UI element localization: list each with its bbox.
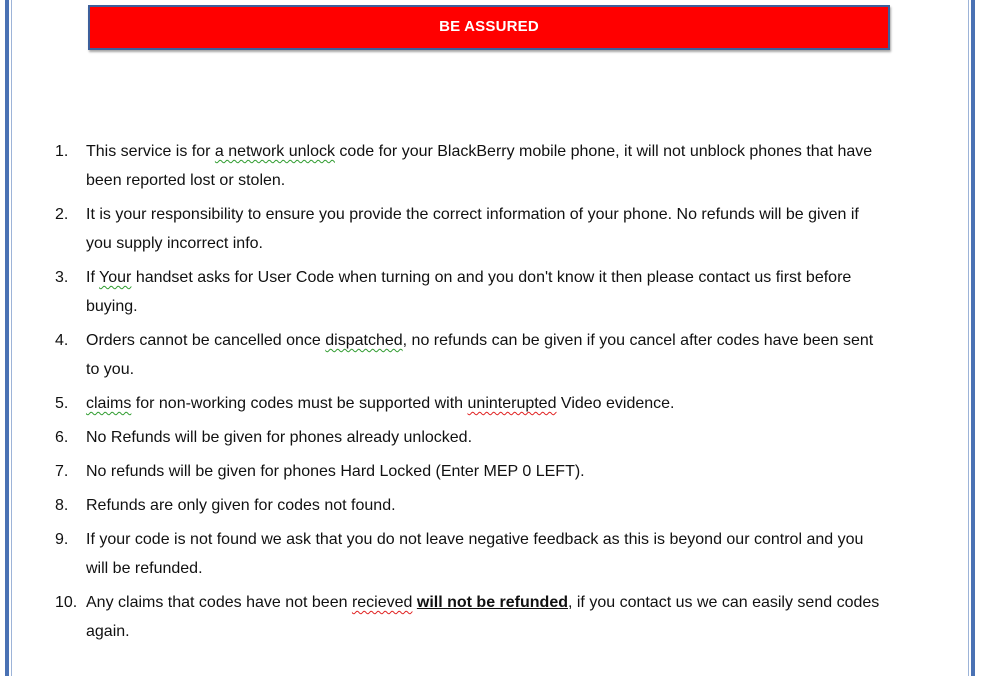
spelling-flagged-text[interactable]: recieved (351, 594, 413, 611)
grammar-flagged-text[interactable]: claims (86, 395, 132, 412)
list-item: 3. If Your handset asks for User Code when turning on and you don't know it then please contact us first before buying. (0, 263, 880, 321)
list-item: 7. No refunds will be given for phones Hard Locked (Enter MEP 0 LEFT). (0, 457, 880, 486)
item-number: 1. (55, 143, 69, 160)
item-number: 2. (55, 206, 69, 223)
item-number: 3. (55, 269, 69, 286)
terms-list (0, 137, 880, 651)
spelling-flagged-text[interactable]: uninterupted (467, 395, 557, 412)
be-assured-banner (88, 5, 890, 50)
bold-emphasis-text: will not be refunded (416, 594, 568, 611)
item-number: 7. (55, 463, 69, 480)
list-item: 4. Orders cannot be cancelled once dispatched, no refunds can be given if you cancel after codes have been sent to you. (0, 326, 880, 384)
list-item: 1. This service is for a network unlock code for your BlackBerry mobile phone, it will not unblock phones that have been reported lost or stolen. (0, 137, 880, 195)
list-item: 2. It is your responsibility to ensure you provide the correct information of your phone. No refunds will be given if you supply incorrect info. (0, 200, 880, 258)
item-number: 6. (55, 429, 69, 446)
list-item: 6. No Refunds will be given for phones already unlocked. (0, 423, 880, 452)
list-item: 8. Refunds are only given for codes not found. (0, 491, 880, 520)
list-item: 9. If your code is not found we ask that you do not leave negative feedback as this is beyond our control and you will be refunded. (0, 525, 880, 583)
item-number: 9. (55, 531, 69, 548)
item-number: 10. (55, 594, 78, 611)
banner-title: BE ASSURED (439, 17, 539, 35)
item-number: 5. (55, 395, 69, 412)
grammar-flagged-text[interactable]: a network unlock (214, 143, 335, 160)
grammar-flagged-text[interactable]: dispatched (325, 332, 403, 349)
item-number: 8. (55, 497, 69, 514)
grammar-flagged-text[interactable]: Your (99, 269, 132, 286)
item-number: 4. (55, 332, 69, 349)
list-item: 5. claims for non-working codes must be supported with uninterupted Video evidence. (0, 389, 880, 418)
list-item: 10. Any claims that codes have not been recieved will not be refunded, if you contact us we can easily send codes again. (0, 588, 880, 646)
